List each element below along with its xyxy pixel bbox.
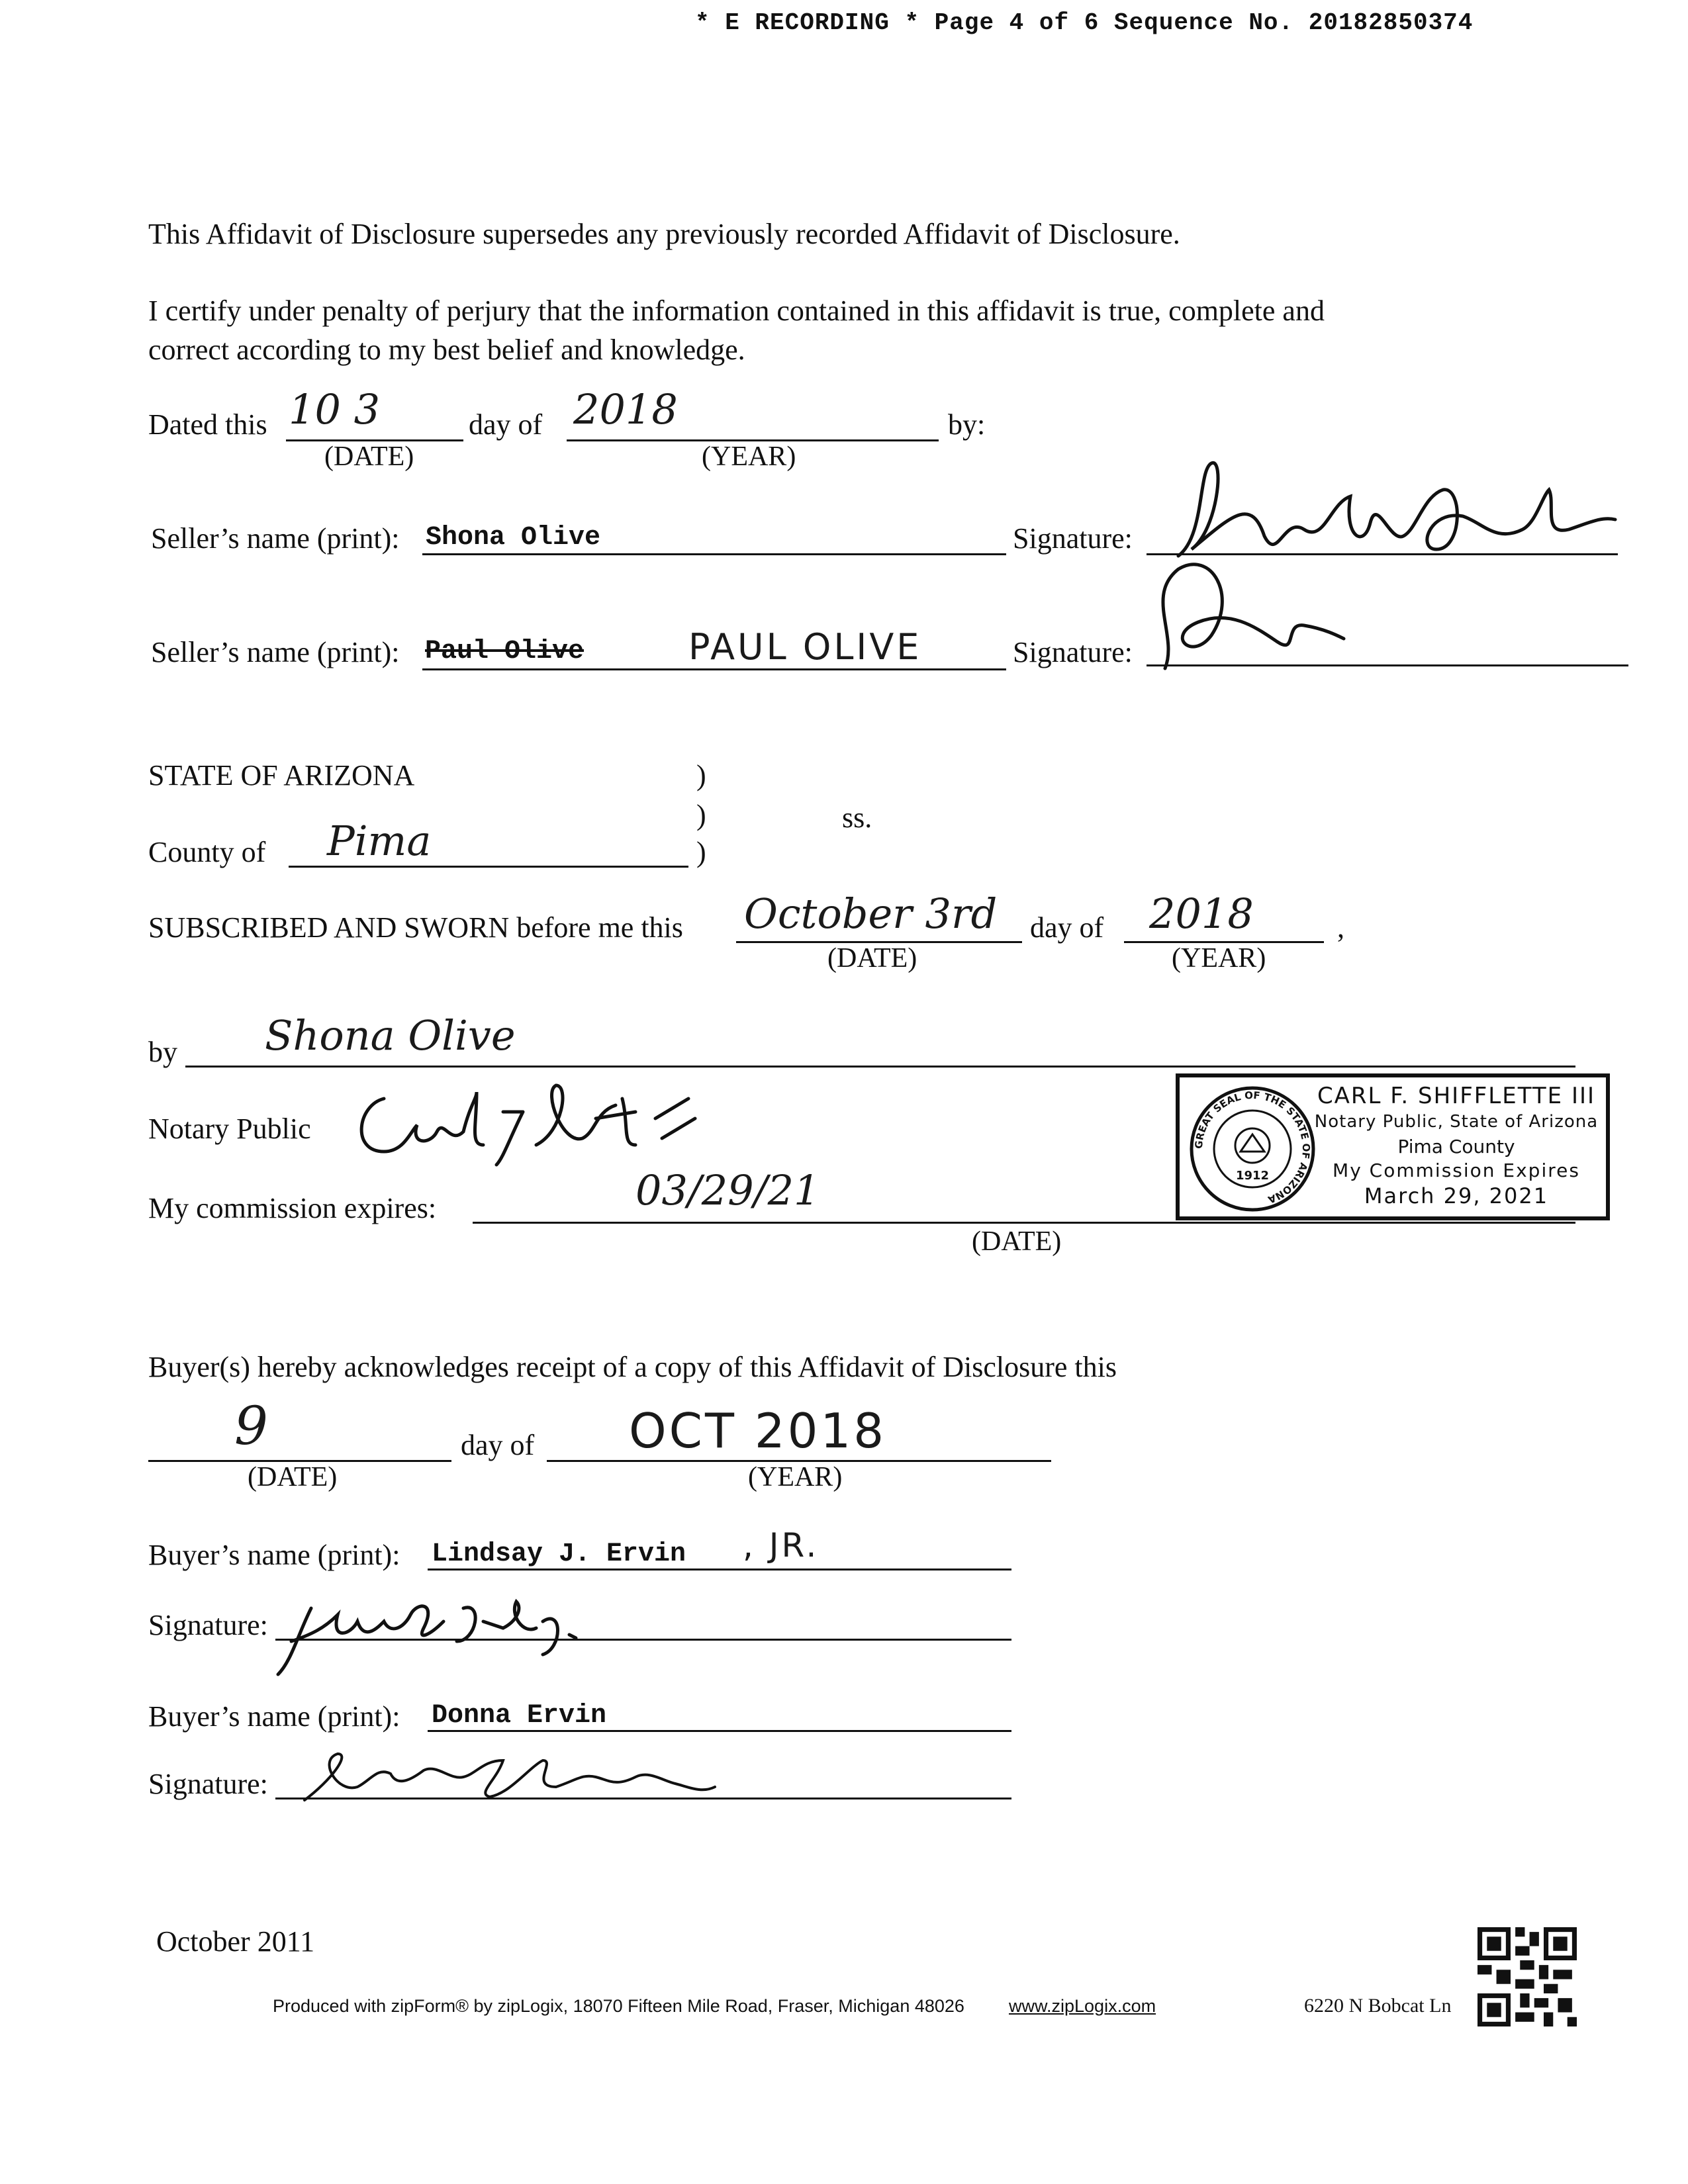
seller-2-signature-label: Signature: (1013, 636, 1133, 668)
seller-1-name-line (422, 553, 1006, 555)
county-value: Pima (327, 817, 432, 865)
buyer-year-value: OCT 2018 (629, 1403, 887, 1459)
buyer-2-name-line (428, 1730, 1011, 1732)
notary-signature (344, 1072, 715, 1171)
state-label: STATE OF ARIZONA (148, 759, 415, 792)
dated-year-caption: (YEAR) (702, 441, 796, 472)
by-line (185, 1066, 1575, 1068)
seller-2-name-line (422, 668, 1006, 670)
certify-line-1: I certify under penalty of perjury that the information contained in this affidavit is true, complete and (148, 295, 1325, 327)
supersedes-statement: This Affidavit of Disclosure supersedes any previously recorded Affidavit of Disclosure. (148, 218, 1180, 250)
svg-text:GREAT SEAL OF THE STATE OF ARI: GREAT SEAL OF THE STATE OF ARIZONA (1192, 1089, 1313, 1206)
buyer-2-signature-label: Signature: (148, 1768, 268, 1800)
seller-1-signature-label: Signature: (1013, 522, 1133, 555)
county-label: County of (148, 836, 266, 868)
buyer-day-of: day of (461, 1429, 535, 1461)
dated-label: Dated this (148, 408, 267, 441)
dated-date-caption: (DATE) (324, 441, 414, 472)
qr-code-icon (1477, 1927, 1577, 2026)
dated-year-value: 2018 (573, 385, 678, 433)
seal-notary-name: CARL F. SHIFFLETTE III (1317, 1083, 1596, 1109)
ziplogix-link[interactable]: www.zipLogix.com (1009, 1996, 1156, 2016)
paren-2: ) (696, 799, 706, 831)
seller-2-name-label: Seller’s name (print): (151, 636, 400, 668)
seller-2-name-struck: Paul Olive (425, 637, 585, 666)
svg-text:1912: 1912 (1235, 1169, 1270, 1183)
buyer-1-name-value: Lindsay J. Ervin (432, 1539, 686, 1569)
by-value: Shona Olive (265, 1011, 516, 1060)
buyer-date-caption: (DATE) (248, 1462, 338, 1492)
seller-1-signature (1152, 457, 1628, 569)
paren-3: ) (696, 836, 706, 868)
seller-2-name-handwritten: PAUL OLIVE (688, 626, 922, 668)
buyer-2-signature (278, 1741, 728, 1813)
buyer-2-name-label: Buyer’s name (print): (148, 1700, 400, 1733)
seller-1-name-label: Seller’s name (print): (151, 522, 400, 555)
notary-seal-stamp (1176, 1073, 1610, 1220)
commission-caption: (DATE) (972, 1226, 1062, 1257)
buyer-date-value: 9 (234, 1395, 268, 1457)
dated-day-of: day of (469, 408, 543, 441)
recording-header: * E RECORDING * Page 4 of 6 Sequence No. 20182850374 (695, 9, 1474, 36)
form-date: October 2011 (156, 1925, 315, 1958)
subscribed-day-of: day of (1030, 911, 1104, 944)
buyer-ack: Buyer(s) hereby acknowledges receipt of a copy of this Affidavit of Disclosure this (148, 1351, 1117, 1383)
commission-label: My commission expires: (148, 1192, 437, 1224)
seal-expires-label: My Commission Expires (1333, 1160, 1580, 1181)
seller-1-name-value: Shona Olive (426, 523, 601, 553)
certify-line-2: correct according to my best belief and knowledge. (148, 334, 745, 366)
commission-value: 03/29/21 (635, 1166, 820, 1214)
buyer-2-name-value: Donna Ervin (432, 1701, 607, 1731)
state-seal-emblem (1186, 1083, 1319, 1215)
dated-date-value: 10 3 (289, 385, 381, 433)
buyer-1-name-line (428, 1569, 1011, 1570)
paren-1: ) (696, 759, 706, 792)
buyer-1-signature (265, 1582, 635, 1681)
subscribed-comma: , (1337, 911, 1344, 944)
dated-by: by: (948, 408, 986, 441)
subscribed-year-value: 2018 (1149, 889, 1254, 938)
subscribed-date-caption: (DATE) (827, 943, 917, 974)
seller-2-signature (1125, 556, 1350, 682)
buyer-1-signature-label: Signature: (148, 1609, 268, 1641)
county-line (289, 866, 688, 868)
buyer-1-name-suffix: , JR. (743, 1526, 820, 1565)
ss-label: ss. (842, 801, 872, 834)
subscribed-year-caption: (YEAR) (1172, 943, 1266, 974)
notary-public-label: Notary Public (148, 1113, 311, 1145)
commission-line (473, 1222, 1575, 1224)
subscribed-label: SUBSCRIBED AND SWORN before me this (148, 911, 683, 944)
property-address: 6220 N Bobcat Ln (1304, 1995, 1452, 2017)
seal-county: Pima County (1397, 1136, 1515, 1158)
subscribed-date-value: October 3rd (744, 889, 998, 938)
by-label: by (148, 1036, 177, 1068)
seal-notary-title: Notary Public, State of Arizona (1314, 1112, 1599, 1132)
buyer-year-caption: (YEAR) (748, 1462, 843, 1492)
produced-by: Produced with zipForm® by zipLogix, 18070 Fifteen Mile Road, Fraser, Michigan 48026 (273, 1996, 964, 2016)
seal-expires-date: March 29, 2021 (1364, 1183, 1549, 1208)
buyer-1-name-label: Buyer’s name (print): (148, 1539, 400, 1571)
